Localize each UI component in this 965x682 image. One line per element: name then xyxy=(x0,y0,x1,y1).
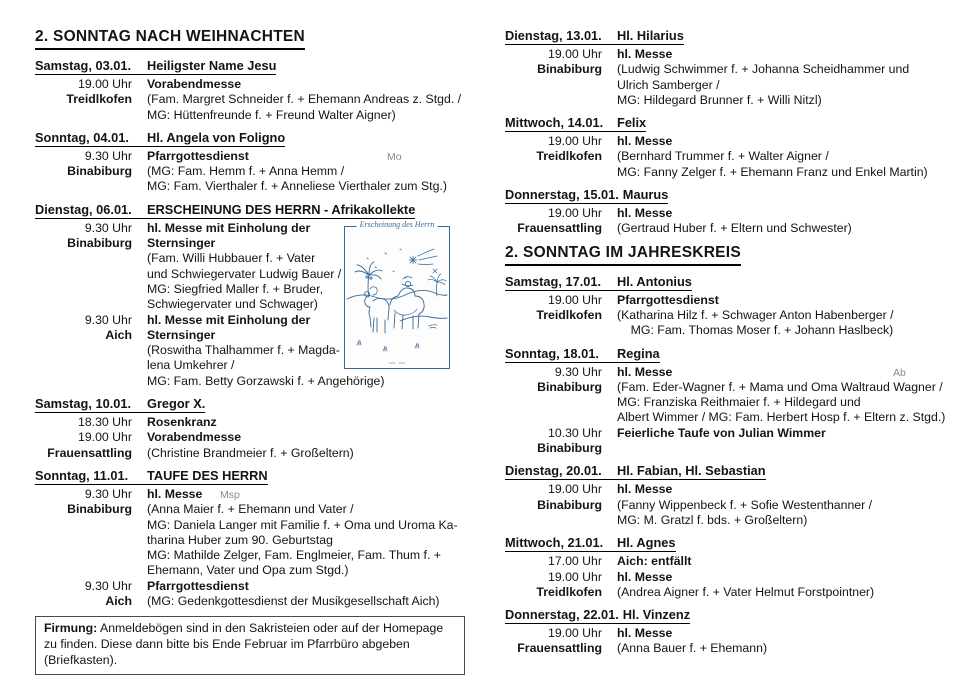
detail-cell: Rosenkranz xyxy=(147,415,217,430)
right-column xyxy=(505,28,960,664)
time-cell: 19.00 Uhr xyxy=(547,292,602,307)
time-cell xyxy=(35,343,132,358)
entry-date: Mittwoch, 14.01. xyxy=(505,115,604,131)
time-cell xyxy=(505,513,602,528)
schedule-row xyxy=(35,358,470,373)
schedule-row xyxy=(505,165,960,180)
entry-title: Hl. Antonius xyxy=(617,273,692,289)
entry-title: Hl. Angela von Foligno xyxy=(147,129,286,145)
entry-header xyxy=(505,28,684,45)
schedule-row xyxy=(35,179,470,194)
schedule-row xyxy=(505,513,960,528)
schedule-row xyxy=(505,426,960,441)
location-cell: Treidlkofen xyxy=(536,584,602,599)
left-column xyxy=(35,28,470,675)
schedule-row xyxy=(35,92,470,107)
detail-cell: hl. Messe xyxy=(617,47,673,61)
detail-cell: MG: Mathilde Zelger, Fam. Englmeier, Fam. Thum f. + xyxy=(147,548,441,563)
location-cell: Binabiburg xyxy=(67,236,132,251)
time-cell xyxy=(35,533,132,548)
schedule-entry xyxy=(505,274,960,339)
detail-cell: MG: Franziska Reithmaier f. + Hildegard und xyxy=(617,395,861,410)
entry-date: Samstag, 03.01. xyxy=(35,58,132,73)
time-cell: 9.30 Uhr xyxy=(84,486,132,501)
section-heading: 2. SONNTAG NACH WEIHNACHTEN xyxy=(35,28,305,50)
location-cell: Treidlkofen xyxy=(536,149,602,164)
schedule-row xyxy=(35,594,470,609)
detail-cell: MG: Hüttenfreunde f. + Freund Walter Aigner) xyxy=(147,107,396,122)
time-cell xyxy=(35,358,132,373)
schedule-row xyxy=(35,533,470,548)
detail-cell: MG: M. Gratzl f. bds. + Großeltern) xyxy=(617,512,808,527)
detail-cell: Ulrich Samberger / xyxy=(617,77,720,92)
location-cell: Aich xyxy=(105,594,132,609)
detail-cell: (MG: Gedenkgottesdienst der Musikgesellschaft Aich) xyxy=(147,594,440,609)
schedule-row xyxy=(35,343,470,358)
time-cell xyxy=(35,548,132,563)
location-cell: Treidlkofen xyxy=(66,92,132,107)
detail-cell: (Fam. Willi Hubbauer f. + Vater xyxy=(147,251,316,266)
time-cell xyxy=(35,282,132,297)
time-cell: 9.30 Uhr xyxy=(84,148,132,163)
detail-cell: (Anna Bauer f. + Ehemann) xyxy=(617,641,768,656)
schedule-row xyxy=(505,585,960,600)
schedule-row xyxy=(35,518,470,533)
schedule-row xyxy=(35,267,470,282)
detail-cell: (Andrea Aigner f. + Vater Helmut Forstpointner) xyxy=(617,584,875,599)
entry-title: Hl. Hilarius xyxy=(617,28,684,43)
schedule-row xyxy=(35,282,470,297)
entry-date: Dienstag, 20.01. xyxy=(505,463,602,479)
entry-title: Hl. Vinzenz xyxy=(622,607,691,623)
location-cell: Frauensattling xyxy=(47,445,132,460)
location-cell: Frauensattling xyxy=(517,641,602,656)
time-cell: 19.00 Uhr xyxy=(547,482,602,497)
location-cell: Binabiburg xyxy=(537,441,602,456)
detail-cell: (Anna Maier f. + Ehemann und Vater / xyxy=(147,502,354,517)
entry-title: Regina xyxy=(617,345,660,361)
entry-date: Mittwoch, 21.01. xyxy=(505,535,604,551)
entry-header xyxy=(35,468,268,485)
detail-cell: MG: Siegfried Maller f. + Bruder, xyxy=(147,281,323,296)
detail-cell: (Ludwig Schwimmer f. + Johanna Scheidhammer und xyxy=(617,62,910,77)
entry-header xyxy=(35,202,415,219)
schedule-row xyxy=(505,221,960,236)
notice-lead: Firmung: xyxy=(44,621,98,636)
schedule-row xyxy=(505,570,960,585)
schedule-row xyxy=(505,365,960,380)
time-cell: 9.30 Uhr xyxy=(84,578,132,593)
time-cell xyxy=(35,251,132,266)
entry-date: Donnerstag, 15.01. xyxy=(505,187,619,203)
schedule-row xyxy=(35,502,470,517)
detail-cell: (Katharina Hilz f. + Schwager Anton Habenberger / xyxy=(617,307,894,322)
schedule-row xyxy=(505,410,960,425)
detail-cell: MG: Fam. Vierthaler f. + Anneliese Vierthaler zum Stg.) xyxy=(147,179,447,194)
detail-cell: MG: Fanny Zelger f. + Ehemann Franz und Enkel Martin) xyxy=(617,164,928,179)
detail-cell: (Fam. Eder-Wagner f. + Mama und Oma Waltraud Wagner / xyxy=(617,379,943,394)
entry-header xyxy=(505,607,690,624)
entry-title: ERSCHEINUNG DES HERRN - Afrikakollekte xyxy=(147,201,416,217)
entry-date: Samstag, 10.01. xyxy=(35,396,132,412)
time-cell xyxy=(35,179,132,194)
entry-date: Dienstag, 13.01. xyxy=(505,28,602,43)
location-cell: Treidlkofen xyxy=(536,307,602,322)
detail-cell: Pfarrgottesdienst Mo xyxy=(147,149,470,164)
schedule-row xyxy=(35,374,470,389)
time-cell xyxy=(35,297,132,312)
time-cell: 10.30 Uhr xyxy=(547,425,602,440)
time-cell: 9.30 Uhr xyxy=(84,220,132,235)
detail-cell: Schwiegervater und Schwager) xyxy=(147,297,318,312)
schedule-row xyxy=(35,251,470,266)
schedule-entry xyxy=(505,28,960,108)
entry-header xyxy=(35,130,285,147)
firmung-notice-box: Firmung: Anmeldebögen sind in den Sakristeien oder auf der Homepage zu finden. Diese dann bitte bis Ende Februar im Pfarrbüro abgeben (Briefkasten). xyxy=(35,616,465,675)
entry-header xyxy=(505,187,668,204)
schedule-row xyxy=(35,313,470,328)
schedule-row xyxy=(35,77,470,92)
detail-cell: hl. Messe mit Einholung der xyxy=(147,312,311,327)
detail-cell: MG: Fam. Betty Gorzawski f. + Angehörige) xyxy=(147,373,385,388)
entry-header xyxy=(35,396,205,413)
entry-date: Sonntag, 04.01. xyxy=(35,129,129,145)
service-note: Ab xyxy=(893,366,906,379)
schedule-entry xyxy=(505,463,960,528)
entry-title: Heiligster Name Jesu xyxy=(147,58,277,73)
schedule-row xyxy=(505,78,960,93)
detail-cell: Pfarrgottesdienst xyxy=(617,292,719,307)
schedule-row xyxy=(35,548,470,563)
entry-header xyxy=(35,58,276,75)
entry-header xyxy=(505,463,766,480)
schedule-row xyxy=(505,498,960,513)
service-note: Msp xyxy=(220,488,240,501)
time-cell: 19.00 Uhr xyxy=(547,569,602,584)
time-cell xyxy=(505,78,602,93)
schedule-row xyxy=(35,149,470,164)
entry-header xyxy=(505,274,692,291)
detail-cell: Sternsinger xyxy=(147,236,216,251)
schedule-row xyxy=(505,554,960,569)
time-cell xyxy=(35,518,132,533)
time-cell xyxy=(505,395,602,410)
time-cell xyxy=(35,563,132,578)
time-cell: 19.00 Uhr xyxy=(547,134,602,149)
detail-cell: Aich: entfällt xyxy=(617,554,692,569)
schedule-row xyxy=(35,415,470,430)
entry-header xyxy=(505,535,676,552)
schedule-row xyxy=(505,47,960,62)
location-cell: Aich xyxy=(105,327,132,342)
schedule-entry xyxy=(35,58,470,123)
detail-cell: hl. Messe xyxy=(617,626,673,641)
entry-date: Samstag, 17.01. xyxy=(505,273,602,289)
detail-cell: hl. Messe xyxy=(617,206,673,221)
schedule-entry xyxy=(35,202,470,389)
time-cell: 19.00 Uhr xyxy=(547,626,602,641)
detail-cell: hl. Messe xyxy=(617,569,673,584)
section-heading: 2. SONNTAG IM JAHRESKREIS xyxy=(505,244,741,266)
schedule-row xyxy=(505,293,960,308)
schedule-row xyxy=(505,395,960,410)
time-cell xyxy=(505,93,602,108)
entry-title: Maurus xyxy=(622,187,669,203)
detail-cell: Feierliche Taufe von Julian Wimmer xyxy=(617,425,826,440)
detail-cell: MG: Daniela Langer mit Familie f. + Oma und Uroma Ka- xyxy=(147,517,458,532)
service-note: Mo xyxy=(387,150,402,163)
entry-title: TAUFE DES HERRN xyxy=(147,467,268,483)
entry-date: Sonntag, 18.01. xyxy=(505,345,599,361)
time-cell xyxy=(35,374,132,389)
schedule-entry xyxy=(505,535,960,600)
detail-cell: lena Umkehrer / xyxy=(147,358,235,373)
detail-cell: Vorabendmesse xyxy=(147,77,242,91)
detail-cell: Ehemann, Vater und Opa zum Stgd.) xyxy=(147,563,349,578)
time-cell: 19.00 Uhr xyxy=(547,47,602,61)
schedule-entry xyxy=(35,468,470,609)
detail-cell: Vorabendmesse xyxy=(147,430,242,445)
location-cell: Binabiburg xyxy=(537,379,602,394)
detail-cell: Sternsinger xyxy=(147,327,216,342)
schedule-entry xyxy=(35,130,470,195)
entry-title: Gregor X. xyxy=(147,396,206,412)
detail-cell: (Christine Brandmeier f. + Großeltern) xyxy=(147,445,354,460)
detail-cell: und Schwiegervater Ludwig Bauer / xyxy=(147,266,342,281)
schedule-row xyxy=(505,134,960,149)
schedule-row xyxy=(35,563,470,578)
schedule-entry xyxy=(505,187,960,237)
entry-header xyxy=(505,115,646,132)
detail-cell: (Roswitha Thalhammer f. + Magda- xyxy=(147,343,340,358)
schedule-row xyxy=(505,308,960,323)
schedule-row xyxy=(35,221,470,236)
schedule-row xyxy=(505,641,960,656)
detail-cell: (Fam. Margret Schneider f. + Ehemann Andreas z. Stgd. / xyxy=(147,92,462,107)
schedule-row xyxy=(35,108,470,123)
schedule-row xyxy=(505,482,960,497)
schedule-row xyxy=(505,380,960,395)
entry-header xyxy=(505,346,660,363)
schedule-row xyxy=(505,206,960,221)
time-cell xyxy=(505,323,602,338)
entry-title: Hl. Agnes xyxy=(617,535,676,551)
schedule-row xyxy=(505,626,960,641)
time-cell: 9.30 Uhr xyxy=(84,312,132,327)
schedule-row xyxy=(35,297,470,312)
entry-date: Sonntag, 11.01. xyxy=(35,467,129,483)
detail-cell: Albert Wimmer / MG: Fam. Herbert Hosp f. + Eltern z. Stgd.) xyxy=(617,410,946,425)
location-cell: Binabiburg xyxy=(67,502,132,517)
location-cell: Frauensattling xyxy=(517,221,602,236)
detail-cell: tharina Huber zum 90. Geburtstag xyxy=(147,532,333,547)
detail-cell: hl. Messe mit Einholung der xyxy=(147,220,311,235)
location-cell: Binabiburg xyxy=(537,62,602,77)
schedule-entry xyxy=(505,115,960,180)
schedule-row xyxy=(35,328,470,343)
time-cell: 18.30 Uhr xyxy=(77,415,132,430)
detail-cell: hl. Messe xyxy=(617,482,673,497)
schedule-entry xyxy=(505,607,960,657)
schedule-row xyxy=(505,441,960,456)
time-cell: 19.00 Uhr xyxy=(547,206,602,221)
detail-cell: (Fanny Wippenbeck f. + Sofie Westenthanner / xyxy=(617,497,873,512)
schedule-entry xyxy=(505,346,960,457)
schedule-row xyxy=(35,164,470,179)
detail-cell: hl. Messe xyxy=(617,134,673,149)
detail-cell: Pfarrgottesdienst xyxy=(147,578,249,593)
schedule-row xyxy=(505,149,960,164)
detail-cell xyxy=(617,441,960,456)
schedule-row xyxy=(505,62,960,77)
schedule-row xyxy=(505,323,960,338)
illustration-caption: Erscheinung des Herrn xyxy=(357,220,438,229)
time-cell xyxy=(505,165,602,180)
schedule-row xyxy=(35,236,470,251)
time-cell: 9.30 Uhr xyxy=(554,364,602,379)
detail-cell: (Bernhard Trummer f. + Walter Aigner / xyxy=(617,149,829,164)
entry-title: Felix xyxy=(617,115,647,131)
detail-cell: (MG: Fam. Hemm f. + Anna Hemm / xyxy=(147,164,345,179)
detail-cell: hl. Messe Msp xyxy=(147,487,470,502)
detail-cell: (Gertraud Huber f. + Eltern und Schwester) xyxy=(617,221,852,236)
schedule-row xyxy=(35,430,470,445)
schedule-entry xyxy=(35,396,470,461)
detail-cell: hl. Messe Ab xyxy=(617,365,960,380)
time-cell: 17.00 Uhr xyxy=(547,554,602,569)
entry-date: Dienstag, 06.01. xyxy=(35,201,132,217)
entry-title: Hl. Fabian, Hl. Sebastian xyxy=(617,463,766,479)
schedule-row xyxy=(35,487,470,502)
time-cell: 19.00 Uhr xyxy=(77,430,132,445)
detail-cell: MG: Hildegard Brunner f. + Willi Nitzl) xyxy=(617,92,822,107)
location-cell: Binabiburg xyxy=(537,497,602,512)
time-cell xyxy=(35,267,132,282)
entry-date: Donnerstag, 22.01. xyxy=(505,607,619,623)
time-cell xyxy=(35,108,132,123)
schedule-row xyxy=(35,446,470,461)
time-cell xyxy=(505,410,602,425)
detail-cell: MG: Fam. Thomas Moser f. + Johann Haslbeck) xyxy=(617,323,894,338)
schedule-row xyxy=(35,579,470,594)
schedule-row xyxy=(505,93,960,108)
time-cell: 19.00 Uhr xyxy=(77,77,132,91)
location-cell: Binabiburg xyxy=(67,164,132,179)
